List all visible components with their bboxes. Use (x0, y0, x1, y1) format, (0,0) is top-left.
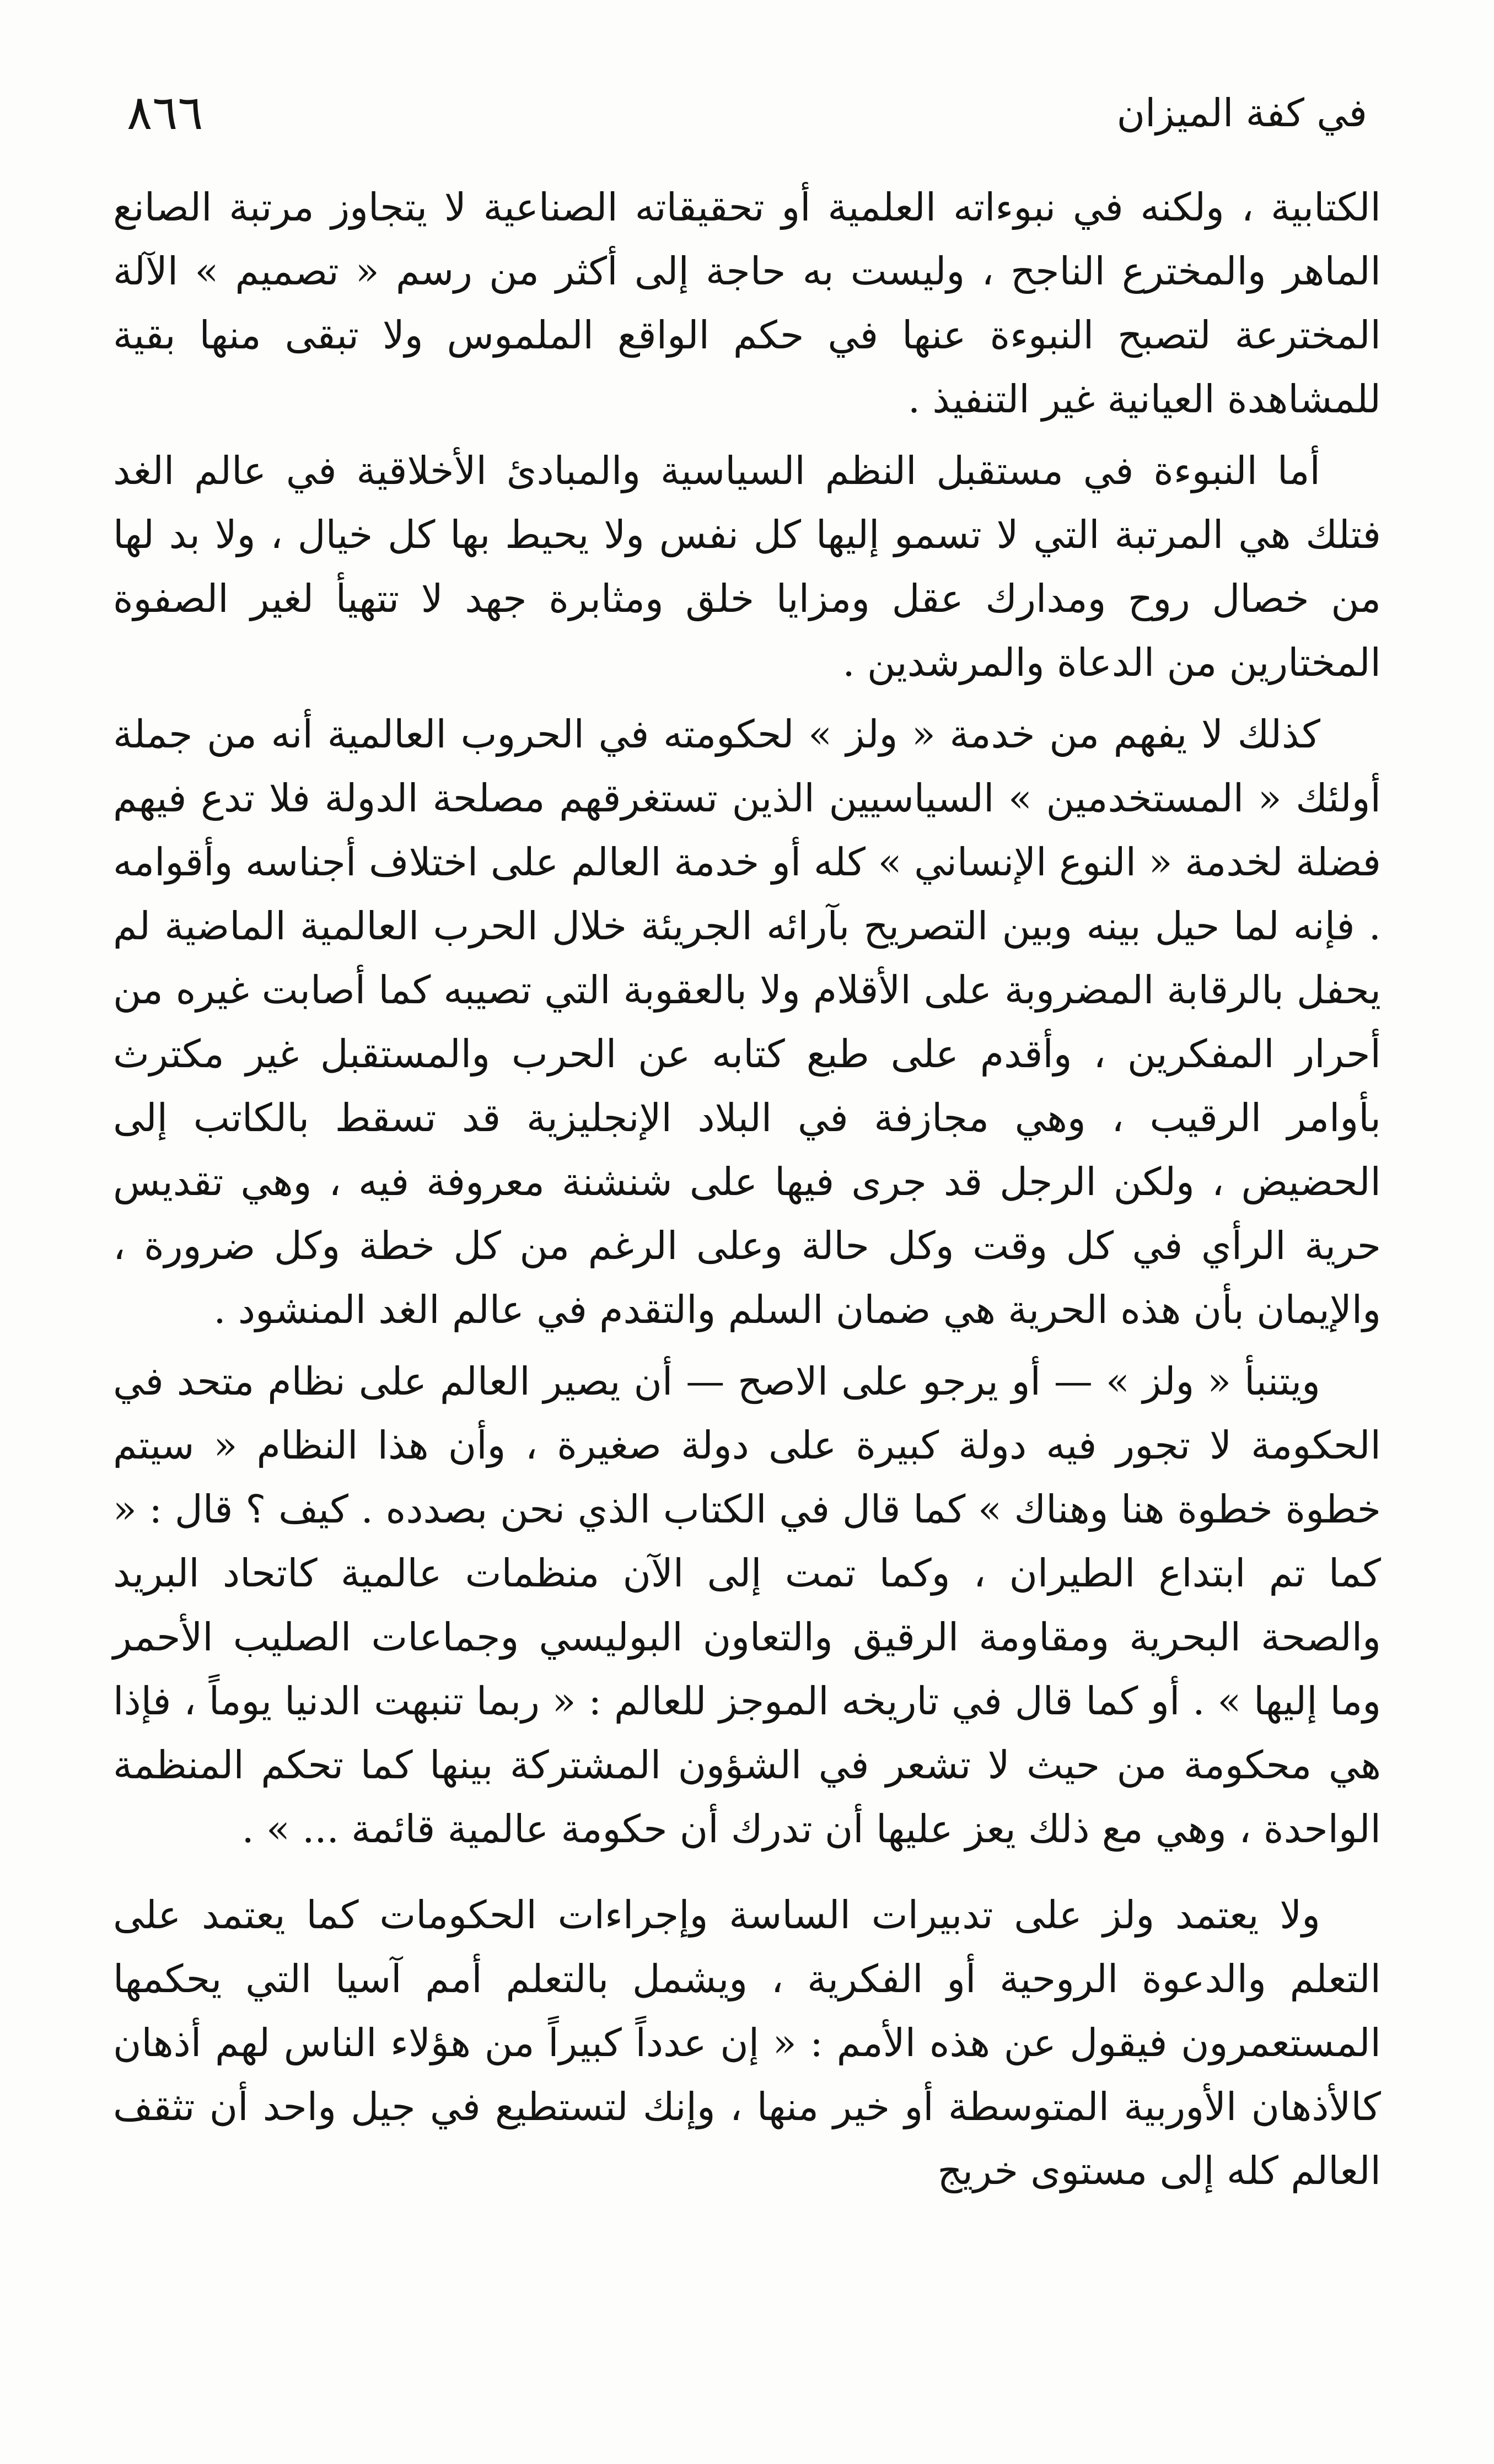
page-number: ٨٦٦ (127, 85, 203, 141)
paragraph-world-government: ويتنبأ « ولز » — أو يرجو على الاصح — أن يصير العالم على نظام متحد في الحكومة لا تجور فيه دولة كبيرة على دولة صغيرة ، وأن هذا النظام « سيتم خطوة خطوة هنا وهناك » كما قال في الكتاب الذي نحن بصدده . كيف ؟ قال : « كما تم ابتداع الطيران ، وكما تمت إلى الآن منظمات عالمية كاتحاد البريد والصحة البحرية ومقاومة الرقيق والتعاون البوليسي وجماعات الصليب الأحمر وما إليها » . أو كما قال في تاريخه الموجز للعالم : « ربما تنبهت الدنيا يوماً ، فإذا هي محكومة من حيث لا تشعر في الشؤون المشتركة بينها كما تحكم المنظمة الواحدة ، وهي مع ذلك يعز عليها أن تدرك أن حكومة عالمية قائمة ... » . (113, 1359, 1381, 1852)
paragraph-wells-service: كذلك لا يفهم من خدمة « ولز » لحكومته في الحروب العالمية أنه من جملة أولئك « المستخدمين » السياسيين الذين تستغرقهم مصلحة الدولة فلا تدع فيهم فضلة لخدمة « النوع الإنساني » كله أو خدمة العالم على اختلاف أجناسه وأقوامه . فإنه لما حيل بينه وبين التصريح بآرائه الجريئة خلال الحرب العالمية الماضية لم يحفل بالرقابة المضروبة على الأقلام ولا بالعقوبة التي تصيبه كما أصابت غيره من أحرار المفكرين ، وأقدم على طبع كتابه عن الحرب والمستقبل غير مكترث بأوامر الرقيب ، وهي مجازفة في البلاد الإنجليزية قد تسقط بالكاتب إلى الحضيض ، ولكن الرجل قد جرى فيها على شنشنة معروفة فيه ، وهي تقديس حرية الرأي في كل وقت وكل حالة وعلى الرغم من كل خطة وكل ضرورة ، والإيمان بأن هذه الحرية هي ضمان السلم والتقدم في عالم الغد المنشود . (113, 712, 1381, 1332)
running-head (127, 83, 1367, 143)
section-title: في كفة الميزان (1116, 90, 1367, 136)
body-text (113, 175, 1381, 2381)
paragraph-continuation: الكتابية ، ولكنه في نبوءاته العلمية أو تحقيقاته الصناعية لا يتجاوز مرتبة الصانع الماهر والمخترع الناجح ، وليست به حاجة إلى أكثر من رسم « تصميم » الآلة المخترعة لتصبح النبوءة عنها في حكم الواقع الملموس ولا تبقى منها بقية للمشاهدة العيانية غير التنفيذ . (113, 185, 1381, 422)
paragraph-education: ولا يعتمد ولز على تدبيرات الساسة وإجراءات الحكومات كما يعتمد على التعلم والدعوة الروحية أو الفكرية ، ويشمل بالتعلم أمم آسيا التي يحكمها المستعمرون فيقول عن هذه الأمم : « إن عدداً كبيراً من هؤلاء الناس لهم أذهان كالأذهان الأوربية المتوسطة أو خير منها ، وإنك لتستطيع في جيل واحد أن تثقف العالم كله إلى مستوى خريج (113, 1892, 1381, 2193)
paragraph-prophecy: أما النبوءة في مستقبل النظم السياسية والمبادئ الأخلاقية في عالم الغد فتلك هي المرتبة التي لا تسمو إليها كل نفس ولا يحيط بها كل خيال ، ولا بد لها من خصال روح ومدارك عقل ومزايا خلق ومثابرة جهد لا تتهيأ لغير الصفوة المختارين من الدعاة والمرشدين . (113, 448, 1381, 685)
